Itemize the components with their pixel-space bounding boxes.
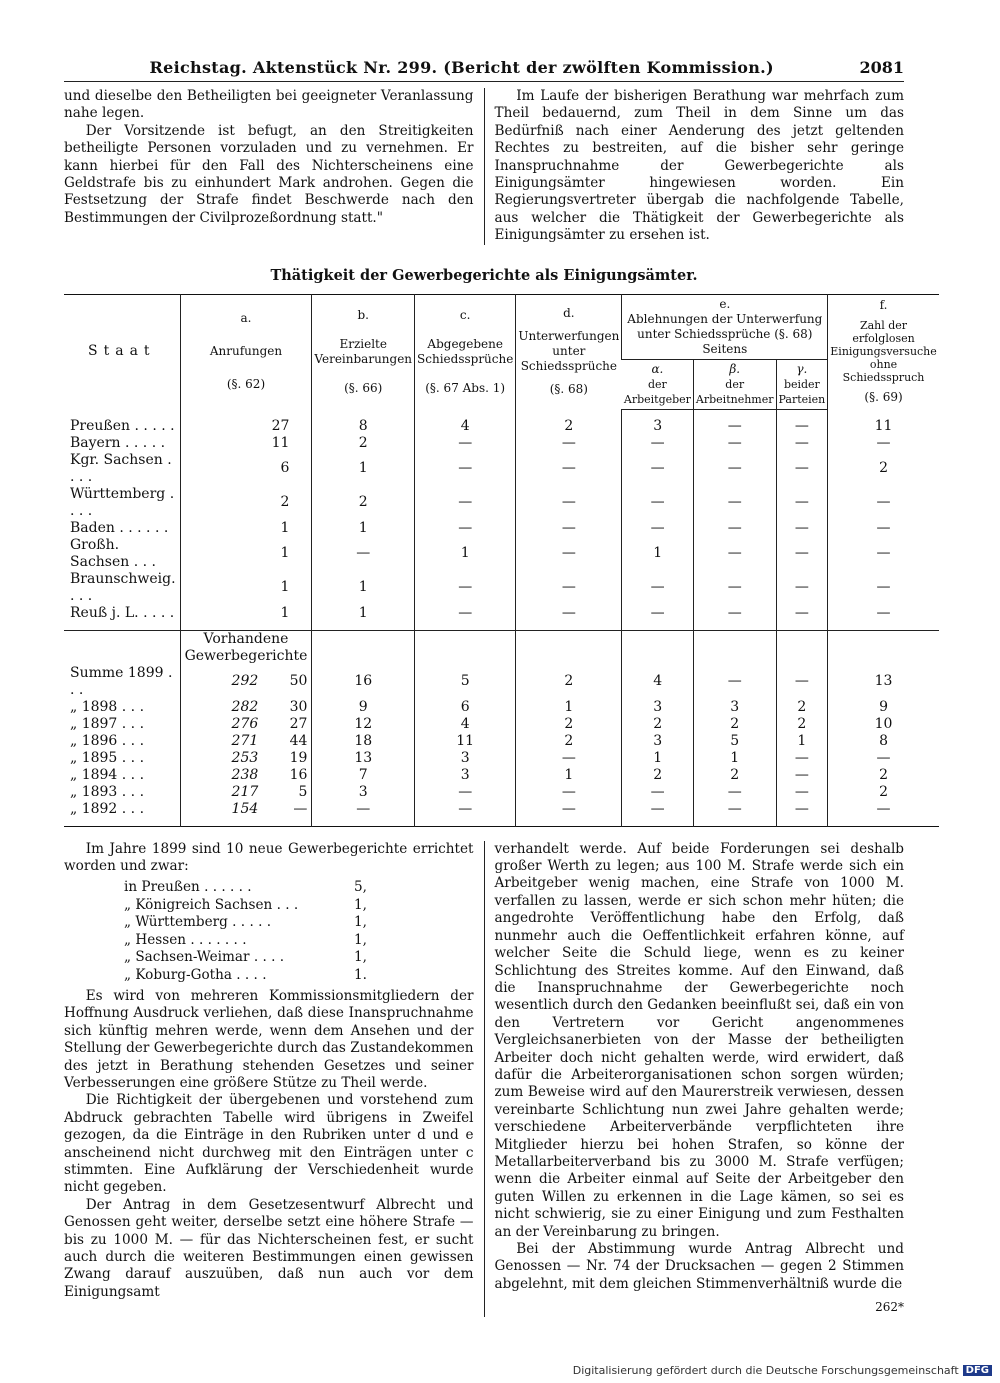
cell-eb: — bbox=[693, 418, 776, 435]
cell-c: — bbox=[415, 605, 516, 622]
cell-b: 7 bbox=[312, 767, 415, 784]
header-col-e-gamma: γ. beider Parteien bbox=[776, 359, 828, 409]
cell-eg: — bbox=[776, 605, 828, 622]
year-label: Summe 1899 . . . bbox=[70, 664, 173, 698]
vorhandene-row bbox=[64, 630, 939, 665]
cell-eg: — bbox=[776, 486, 828, 520]
paragraph: Die Richtigkeit der übergebenen und vorstehend zum Abdruck gebrachten Tabelle wird übrigens in Zweifel gezogen, da die Einträge in den Rubriken unter d und e anscheinend nicht durchweg mit den Einträgen unter c stimmten. Eine Aufklärung der Verschiedenheit wurde nicht gegeben. bbox=[64, 1092, 474, 1196]
cell-b: 2 bbox=[312, 486, 415, 520]
cell-a: 6 bbox=[180, 452, 312, 486]
list-item bbox=[124, 949, 474, 966]
cell-f: — bbox=[828, 801, 939, 818]
list-item-value: 1, bbox=[354, 914, 367, 931]
cell-eg: — bbox=[776, 520, 828, 537]
cell-c: — bbox=[415, 784, 516, 801]
cell-c: 11 bbox=[415, 733, 516, 750]
list-item-label: in Preußen . . . . . . bbox=[124, 879, 252, 896]
paragraph: und dieselbe den Betheiligten bei geeigneter Veranlassung nahe legen. bbox=[64, 88, 474, 122]
cell-f: 2 bbox=[828, 784, 939, 801]
cell-b: — bbox=[312, 537, 415, 571]
cell-ea: — bbox=[622, 801, 694, 818]
header-col-e-beta: β. der Arbeitnehmer bbox=[693, 359, 776, 409]
list-item-label: „ Königreich Sachsen . . . bbox=[124, 896, 299, 913]
cell-c: 6 bbox=[415, 699, 516, 716]
cell-a: 50 bbox=[289, 673, 308, 690]
cell-vorhandene-and-a bbox=[180, 699, 312, 716]
cell-b: 12 bbox=[312, 716, 415, 733]
list-item bbox=[124, 897, 474, 914]
cell-d: — bbox=[516, 571, 622, 605]
cell-eb: 1 bbox=[693, 750, 776, 767]
years-body bbox=[64, 665, 939, 818]
cell-vorhandene: 276 bbox=[231, 715, 259, 732]
cell-d: — bbox=[516, 435, 622, 452]
vorhandene-label: Vorhandene Gewerbegerichte bbox=[180, 630, 312, 665]
table-row bbox=[64, 784, 939, 801]
cell-a: 5 bbox=[298, 783, 308, 800]
states-body bbox=[64, 418, 939, 622]
table-row bbox=[64, 486, 939, 520]
document-page bbox=[64, 58, 937, 1317]
cell-ea: — bbox=[622, 486, 694, 520]
cell-eb: 5 bbox=[693, 733, 776, 750]
list-item-value: 5, bbox=[354, 879, 367, 896]
cell-eb: — bbox=[693, 605, 776, 622]
cell-c: 4 bbox=[415, 418, 516, 435]
table-row bbox=[64, 733, 939, 750]
cell-a: — bbox=[293, 800, 308, 817]
state-name: Reuß j. L. . . . . bbox=[70, 604, 175, 621]
cell-b: 1 bbox=[312, 520, 415, 537]
header-col-e-alpha: α. der Arbeitgeber bbox=[622, 359, 694, 409]
cell-c: 5 bbox=[415, 665, 516, 699]
list-item bbox=[124, 967, 474, 984]
cell-b: 1 bbox=[312, 452, 415, 486]
cell-ea: — bbox=[622, 435, 694, 452]
paragraph: verhandelt werde. Auf beide Forderungen sei deshalb großer Werth zu legen; aus 100 M. Strafe werde sich ein Arbeitgeber wenig machen, eine Strafe von 1000 M. verfallen zu lassen, werde er sich schon mehr hüten; die angedrohte Veröffentlichung habe den Erfolg, daß nunmehr auch die Oeffentlichkeit erfahren könne, auf welcher Seite die Schuld liege, wenn es zu keiner Schlichtung des Streites komme. Auf den Einwand, daß die Inanspruchnahme der Gewerbegerichte noch wesentlich durch den Gedanken beeinflußt sei, daß ein von den Vertretern vor Gericht angenommenes Vergleichsanerbieten von der Masse der betheiligten Arbeiter doch nicht gehalten werde, wird erwidert, daß dafür die Arbeiterorganisationen schon sorgen würden; zum Beweise wird auf den Maurerstreik verwiesen, dessen vereinbarte Schlichtung nun zwei Jahre gehalten werde; verschiedene Arbeiterverbände verpflichteten ihre Mitglieder hierzu bei hohen Strafen, so könne der Metallarbeiterverband bis zu 3000 M. Strafe verfügen; wenn die Arbeiter einmal auf Seite der Arbeitgeber den guten Willen zu erkennen in die Lage kämen, so sei es nicht schwierig, sie zu einer Einigung und zum Festhalten an der Vereinbarung zu bringen. bbox=[494, 840, 904, 1240]
cell-b: — bbox=[312, 801, 415, 818]
cell-b: 3 bbox=[312, 784, 415, 801]
table-row bbox=[64, 801, 939, 818]
cell-f: — bbox=[828, 605, 939, 622]
table-row bbox=[64, 767, 939, 784]
cell-d: 2 bbox=[516, 418, 622, 435]
cell-a: 44 bbox=[289, 732, 308, 749]
cell-eg: 2 bbox=[776, 699, 828, 716]
cell-f: 13 bbox=[828, 665, 939, 699]
cell-vorhandene-and-a bbox=[180, 733, 312, 750]
cell-eg: 1 bbox=[776, 733, 828, 750]
bottom-right-column bbox=[485, 841, 905, 1317]
cell-ea: — bbox=[622, 520, 694, 537]
cell-f: 11 bbox=[828, 418, 939, 435]
list-item-value: 1, bbox=[354, 931, 367, 948]
cell-a: 1 bbox=[180, 571, 312, 605]
cell-ea: 3 bbox=[622, 733, 694, 750]
cell-c: 3 bbox=[415, 750, 516, 767]
cell-d: — bbox=[516, 520, 622, 537]
cell-ea: — bbox=[622, 571, 694, 605]
dfg-logo: DFG bbox=[963, 1365, 992, 1376]
statistics-table bbox=[64, 294, 939, 827]
table-row bbox=[64, 699, 939, 716]
cell-eb: 2 bbox=[693, 767, 776, 784]
state-name: Kgr. Sachsen . . . . bbox=[70, 451, 172, 485]
cell-a: 1 bbox=[180, 520, 312, 537]
table-title: Thätigkeit der Gewerbegerichte als Einigungsämter. bbox=[270, 266, 698, 284]
cell-eb: 3 bbox=[693, 699, 776, 716]
table-spacer bbox=[64, 409, 939, 418]
list-item-label: „ Hessen . . . . . . . bbox=[124, 931, 247, 948]
state-name: Baden . . . . . . bbox=[70, 519, 169, 536]
cell-c: 3 bbox=[415, 767, 516, 784]
table-spacer bbox=[64, 622, 939, 631]
cell-d: 2 bbox=[516, 716, 622, 733]
top-right-column bbox=[485, 88, 905, 245]
year-label: „ 1895 . . . bbox=[70, 749, 145, 766]
cell-d: — bbox=[516, 605, 622, 622]
table-row bbox=[64, 435, 939, 452]
cell-c: — bbox=[415, 435, 516, 452]
year-label: „ 1893 . . . bbox=[70, 783, 145, 800]
table-row bbox=[64, 452, 939, 486]
page-number: 2081 bbox=[859, 58, 904, 77]
year-label: „ 1897 . . . bbox=[70, 715, 145, 732]
table-row bbox=[64, 750, 939, 767]
bottom-text-columns bbox=[64, 841, 904, 1317]
cell-eb: — bbox=[693, 435, 776, 452]
cell-eg: — bbox=[776, 435, 828, 452]
list-item-label: „ Württemberg . . . . . bbox=[124, 914, 272, 931]
cell-d: — bbox=[516, 784, 622, 801]
cell-b: 16 bbox=[312, 665, 415, 699]
top-left-column bbox=[64, 88, 485, 245]
cell-eb: 2 bbox=[693, 716, 776, 733]
header-staat: Staat bbox=[88, 343, 156, 360]
bottom-left-column bbox=[64, 841, 485, 1317]
cell-a: 19 bbox=[289, 749, 308, 766]
header-col-f: f. Zahl der erfolglosen Einigungsversuche ohne Schiedsspruch (§. 69) bbox=[828, 294, 939, 409]
cell-eg: — bbox=[776, 784, 828, 801]
cell-eg: — bbox=[776, 750, 828, 767]
cell-eg: — bbox=[776, 418, 828, 435]
cell-d: — bbox=[516, 537, 622, 571]
cell-ea: 1 bbox=[622, 750, 694, 767]
header-col-c: c. Abgegebene Schiedssprüche (§. 67 Abs. 1) bbox=[415, 294, 516, 409]
cell-d: — bbox=[516, 486, 622, 520]
cell-b: 1 bbox=[312, 571, 415, 605]
cell-ea: 4 bbox=[622, 665, 694, 699]
cell-f: — bbox=[828, 537, 939, 571]
cell-d: 1 bbox=[516, 767, 622, 784]
cell-d: — bbox=[516, 801, 622, 818]
list-item bbox=[124, 879, 474, 896]
header-col-d: d. Unterwerfungen unter Schiedssprüche (§. 68) bbox=[516, 294, 622, 409]
digitization-footer bbox=[573, 1364, 992, 1377]
year-label: „ 1896 . . . bbox=[70, 732, 145, 749]
cell-vorhandene-and-a bbox=[180, 801, 312, 818]
list-item-value: 1, bbox=[354, 949, 367, 966]
cell-d: 2 bbox=[516, 665, 622, 699]
header-col-e: e. Ablehnungen der Unterwerfung unter Schiedssprüche (§. 68) Seitens bbox=[622, 294, 828, 359]
cell-c: — bbox=[415, 486, 516, 520]
cell-vorhandene-and-a bbox=[180, 784, 312, 801]
cell-a: 2 bbox=[180, 486, 312, 520]
state-name: Württemberg . . . . bbox=[70, 485, 175, 519]
cell-c: — bbox=[415, 571, 516, 605]
year-label: „ 1892 . . . bbox=[70, 800, 145, 817]
cell-a: 30 bbox=[289, 698, 308, 715]
table-row bbox=[64, 537, 939, 571]
list-item bbox=[124, 932, 474, 949]
list-item-value: 1, bbox=[354, 896, 367, 913]
table-row bbox=[64, 418, 939, 435]
paragraph: Der Antrag in dem Gesetzesentwurf Albrecht und Genossen geht weiter, derselbe setzt eine höhere Strafe — bis zu 1000 M. — für das Nichterscheinen fest, er sucht auch durch die weiteren Bestimmungen einen gewissen Zwang darauf auszuüben, daß nun auch vor dem Einigungsamt bbox=[64, 1196, 474, 1300]
cell-ea: — bbox=[622, 452, 694, 486]
footer-text: Digitalisierung gefördert durch die Deutsche Forschungsgemeinschaft bbox=[572, 1364, 959, 1377]
cell-vorhandene: 292 bbox=[231, 673, 259, 690]
header-col-a: a. Anrufungen (§. 62) bbox=[180, 294, 312, 409]
cell-eb: — bbox=[693, 486, 776, 520]
cell-f: 2 bbox=[828, 452, 939, 486]
cell-vorhandene-and-a bbox=[180, 750, 312, 767]
cell-eg: — bbox=[776, 537, 828, 571]
list-item-value: 1. bbox=[354, 966, 367, 983]
list-item-label: „ Sachsen-Weimar . . . . bbox=[124, 949, 285, 966]
cell-a: 1 bbox=[180, 537, 312, 571]
top-text-columns bbox=[64, 88, 904, 245]
cell-eb: — bbox=[693, 784, 776, 801]
list-item bbox=[124, 914, 474, 931]
cell-vorhandene: 282 bbox=[231, 698, 259, 715]
cell-vorhandene: 238 bbox=[231, 766, 259, 783]
cell-eb: — bbox=[693, 571, 776, 605]
cell-ea: 1 bbox=[622, 537, 694, 571]
paragraph: Es wird von mehreren Kommissionsmitgliedern der Hoffnung Ausdruck verliehen, daß diese Inanspruchnahme sich künftig mehren werde, wenn dem Ansehen und der Stellung der Gewerbegerichte durch das Zustandekommen des jetzt in Berathung stehenden Gesetzes und seiner Verbesserungen eine größere Stütze zu Theil werde. bbox=[64, 987, 474, 1091]
cell-vorhandene: 271 bbox=[231, 732, 259, 749]
cell-f: 9 bbox=[828, 699, 939, 716]
table-row bbox=[64, 605, 939, 622]
cell-vorhandene: 217 bbox=[231, 783, 259, 800]
cell-f: — bbox=[828, 486, 939, 520]
cell-eg: — bbox=[776, 452, 828, 486]
cell-vorhandene-and-a bbox=[180, 767, 312, 784]
header-col-b: b. Erzielte Vereinbarungen (§. 66) bbox=[312, 294, 415, 409]
cell-c: 1 bbox=[415, 537, 516, 571]
cell-b: 8 bbox=[312, 418, 415, 435]
cell-d: 2 bbox=[516, 733, 622, 750]
cell-f: — bbox=[828, 571, 939, 605]
table-header-row bbox=[64, 294, 939, 359]
running-header bbox=[64, 58, 904, 82]
cell-vorhandene-and-a bbox=[180, 665, 312, 699]
paragraph: Im Laufe der bisherigen Berathung war mehrfach zum Theil bedauernd, zum Theil in dem Sinne um das Bedürfniß nach einer Aenderung des jetzt geltenden Rechtes zu bestreiten, auf die bisher sehr geringe Inanspruchnahme der Gewerbegerichte als Einigungsämter hingewiesen worden. Ein Regierungsvertreter übergab die nachfolgende Tabelle, aus welcher die Thätigkeit der Gewerbegerichte als Einigungsämter zu ersehen ist. bbox=[494, 88, 904, 244]
cell-c: 4 bbox=[415, 716, 516, 733]
cell-ea: — bbox=[622, 784, 694, 801]
cell-eg: — bbox=[776, 665, 828, 699]
cell-b: 18 bbox=[312, 733, 415, 750]
cell-f: — bbox=[828, 520, 939, 537]
state-name: Braunschweig. . . . bbox=[70, 570, 176, 604]
cell-f: — bbox=[828, 750, 939, 767]
cell-vorhandene: 154 bbox=[231, 800, 259, 817]
state-name: Preußen . . . . . bbox=[70, 417, 175, 434]
paragraph: Der Vorsitzende ist befugt, an den Streitigkeiten betheiligte Personen vorzuladen und zu vernehmen. Er kann hierbei für den Fall des Nichterscheinens eine Geldstrafe bis zu einhundert Mark androhen. Gegen die Festsetzung der Strafe findet Beschwerde nach den Bestimmungen der Civilprozeßordnung statt." bbox=[64, 122, 474, 226]
cell-ea: 2 bbox=[622, 767, 694, 784]
table-row bbox=[64, 520, 939, 537]
cell-eb: — bbox=[693, 520, 776, 537]
cell-eg: — bbox=[776, 767, 828, 784]
cell-ea: 3 bbox=[622, 699, 694, 716]
cell-a: 11 bbox=[180, 435, 312, 452]
cell-eb: — bbox=[693, 801, 776, 818]
year-label: „ 1894 . . . bbox=[70, 766, 145, 783]
cell-f: 8 bbox=[828, 733, 939, 750]
state-name: Großh. Sachsen . . . bbox=[70, 536, 156, 570]
cell-vorhandene-and-a bbox=[180, 716, 312, 733]
cell-eb: — bbox=[693, 537, 776, 571]
table-row bbox=[64, 571, 939, 605]
cell-f: 2 bbox=[828, 767, 939, 784]
table-row bbox=[64, 665, 939, 699]
cell-ea: 2 bbox=[622, 716, 694, 733]
cell-b: 9 bbox=[312, 699, 415, 716]
list-item-label: „ Koburg-Gotha . . . . bbox=[124, 966, 267, 983]
cell-a: 27 bbox=[289, 715, 308, 732]
paragraph: Bei der Abstimmung wurde Antrag Albrecht und Genossen — Nr. 74 der Drucksachen — gegen 2 Stimmen abgelehnt, mit dem gleichen Stimmenverhältniß wurde die bbox=[494, 1241, 904, 1292]
cell-c: — bbox=[415, 520, 516, 537]
cell-eb: — bbox=[693, 665, 776, 699]
cell-a: 1 bbox=[180, 605, 312, 622]
cell-a: 27 bbox=[180, 418, 312, 435]
cell-b: 1 bbox=[312, 605, 415, 622]
table-row bbox=[64, 716, 939, 733]
paragraph: Im Jahre 1899 sind 10 neue Gewerbegerichte errichtet worden und zwar: bbox=[64, 840, 474, 875]
cell-d: — bbox=[516, 750, 622, 767]
cell-vorhandene: 253 bbox=[231, 749, 259, 766]
cell-d: 1 bbox=[516, 699, 622, 716]
cell-a: 16 bbox=[289, 766, 308, 783]
cell-eb: — bbox=[693, 452, 776, 486]
year-label: „ 1898 . . . bbox=[70, 698, 145, 715]
cell-f: — bbox=[828, 435, 939, 452]
cell-c: — bbox=[415, 452, 516, 486]
cell-b: 13 bbox=[312, 750, 415, 767]
new-courts-list bbox=[124, 879, 474, 983]
cell-ea: 3 bbox=[622, 418, 694, 435]
cell-f: 10 bbox=[828, 716, 939, 733]
table-spacer bbox=[64, 818, 939, 827]
cell-d: — bbox=[516, 452, 622, 486]
state-name: Bayern . . . . . bbox=[70, 434, 166, 451]
cell-eg: 2 bbox=[776, 716, 828, 733]
cell-b: 2 bbox=[312, 435, 415, 452]
cell-eg: — bbox=[776, 571, 828, 605]
cell-c: — bbox=[415, 801, 516, 818]
cell-ea: — bbox=[622, 605, 694, 622]
cell-eg: — bbox=[776, 801, 828, 818]
signature-mark: 262* bbox=[875, 1300, 904, 1315]
header-title: Reichstag. Aktenstück Nr. 299. (Bericht der zwölften Kommission.) bbox=[149, 58, 774, 77]
